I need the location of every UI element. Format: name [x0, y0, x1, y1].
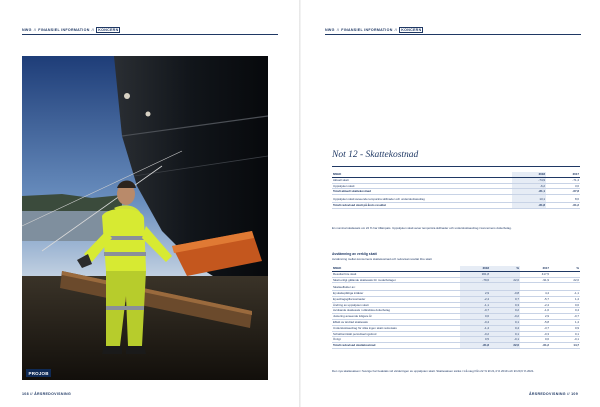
row-label: Uppskjuten skatt [332, 183, 512, 189]
value-2017: 2,9 [520, 314, 550, 320]
row-label: Underskottsavdrag för vilka ingen skatt redovisats [332, 325, 460, 331]
header-separator: // [91, 28, 95, 32]
column-header: MSEK [332, 172, 512, 177]
percent-2017: 0,4 [550, 308, 580, 314]
column-header: 2018 [460, 266, 490, 271]
row-label: Ej avdragsgilla kostnader [332, 296, 460, 302]
percent-2017: 0,1 [550, 331, 580, 337]
value-2018: -2,4 [460, 296, 490, 302]
percent-2018: -0,2 [490, 314, 520, 320]
percent-2017: -0,1 [550, 337, 580, 343]
percent-2018: -0,8 [490, 291, 520, 297]
reconciliation-heading: Avstämning av verklig skatt [332, 252, 377, 256]
header-section: FINANSIEL INFORMATION [38, 28, 90, 32]
value-2017: -67,8 [546, 189, 580, 195]
header-section: FINANSIEL INFORMATION [341, 28, 393, 32]
percent-2017: 14,7 [550, 343, 580, 349]
value-2018: -74,9 [512, 177, 546, 183]
value-2017: -5,7 [520, 296, 550, 302]
value-2018: 13,1 [512, 197, 546, 202]
row-label: Skatteeffekter av: [332, 285, 460, 290]
percent-2018: 22,6 [490, 343, 520, 349]
percent-2018: -0,1 [490, 337, 520, 343]
row-label: Övrigt [332, 337, 460, 343]
percent-2017: 0,9 [550, 325, 580, 331]
value-2018: -0,2 [460, 331, 490, 337]
value-2017: 4,4 [520, 291, 550, 297]
left-header-rule [22, 34, 278, 35]
row-label: Justering avseende tidigare år [332, 314, 460, 320]
value-2017: -61,2 [520, 343, 550, 349]
page-gutter [299, 0, 301, 407]
tax-expense-table [332, 172, 580, 209]
value-2018: -0,4 [460, 320, 490, 326]
row-label: Avvikande skattesats i utländska dotterbolag [332, 308, 460, 314]
column-header: 2018 [512, 172, 546, 177]
table-row [332, 202, 580, 208]
row-label: Effekt av ändrad skattesats [332, 320, 460, 326]
column-header: 2017 [520, 266, 550, 271]
value-2018: -81,1 [512, 189, 546, 195]
value-2017: 417,5 [520, 271, 550, 277]
percent-2017: 1,4 [550, 320, 580, 326]
note-paragraph: En nominal skattesats om 22 % har tillämpats. Uppskjuten skatt avser temporära skillnader och underskottsavdrag i koncernens dotterbolag. [332, 226, 512, 230]
header-brand: NWG [22, 28, 32, 32]
percent-2018: 0,1 [490, 331, 520, 337]
column-header: 2017 [546, 172, 580, 177]
header-separator: // [336, 28, 340, 32]
column-header: % [550, 266, 580, 271]
value-2017: -91,9 [520, 277, 550, 283]
table-row [332, 343, 580, 349]
tax-reconciliation-table [332, 266, 580, 349]
value-2017: -71,4 [546, 177, 580, 183]
row-label: Schablonintäkt periodiseringsfond [332, 331, 460, 337]
value-2017: -0,3 [520, 331, 550, 337]
header-separator: // [394, 28, 398, 32]
percent-2018: 0,2 [490, 308, 520, 314]
percent-2018: 0,1 [490, 320, 520, 326]
row-label: Uppskjuten skatt avseende temporära skillnader och underskottsavdrag [332, 197, 512, 202]
percent-2018: 0,4 [490, 325, 520, 331]
row-label: Totalt aktuell skattekostnad [332, 189, 512, 195]
value-2017: -5,8 [520, 320, 550, 326]
header-tag: KONCERN [401, 28, 422, 32]
column-header: % [490, 266, 520, 271]
right-header-rule [325, 34, 581, 35]
row-label: Totalt redovisad skattekostnad [332, 343, 460, 349]
value-2018: -81,8 [460, 343, 490, 349]
value-2017: -61,2 [546, 202, 580, 208]
percent-2018: 0,7 [490, 296, 520, 302]
value-2018: -0,7 [460, 308, 490, 314]
header-tag: KONCERN [98, 28, 119, 32]
value-2017: 3,6 [546, 183, 580, 189]
value-2018: 361,8 [460, 271, 490, 277]
value-2017: -3,7 [520, 325, 550, 331]
row-label: Totalt redovisad skatt på årets resultat [332, 202, 512, 208]
header-separator: // [33, 28, 37, 32]
right-page-header [325, 28, 423, 32]
row-label: Aktuell skatt [332, 177, 512, 183]
projob-logo: PROJOB [26, 369, 51, 377]
right-page-footer: ÅRSREDOVISNING // 109 [528, 392, 578, 396]
percent-2017: 1,4 [550, 296, 580, 302]
value-2018: 2,9 [460, 291, 490, 297]
percent-2018: 22,0 [490, 277, 520, 283]
value-2018: -6,2 [512, 183, 546, 189]
row-label: Resultat före skatt [332, 271, 460, 277]
row-label: Ändring av uppskjuten skatt [332, 302, 460, 308]
value-2017: 0,6 [520, 337, 550, 343]
value-2017: -2,4 [520, 302, 550, 308]
value-2018: 0,5 [460, 337, 490, 343]
percent-2017: -1,1 [550, 291, 580, 297]
percent-2017: 0,6 [550, 302, 580, 308]
percent-2018: 0,3 [490, 302, 520, 308]
value-2017: 8,6 [546, 197, 580, 202]
value-2017: -1,6 [520, 308, 550, 314]
left-page-footer: 108 // ÅRSREDOVISNING [22, 392, 72, 396]
photo-illustration [22, 56, 268, 380]
row-label: Skatt enligt gällande skattesats för moderbolaget [332, 277, 460, 283]
worker-ship-photo [22, 56, 268, 380]
footnote: Den nya skattesatsen i Sverige har beaktats vid värderingen av uppskjuten skatt. Skattesatsen sänks i två steg från 22 % till 21,4 % 2019 och till 20,6 % 2021. [332, 369, 535, 373]
value-2018: 0,6 [460, 314, 490, 320]
note-title: Not 12 - Skattekostnad [332, 150, 419, 160]
note-title-rule [332, 166, 580, 167]
header-brand: NWG [325, 28, 335, 32]
percent-2017: 22,0 [550, 277, 580, 283]
left-page-header [22, 28, 120, 32]
value-2018: -1,1 [460, 302, 490, 308]
percent-2017: -0,7 [550, 314, 580, 320]
row-label: Ej skattepliktiga intäkter [332, 291, 460, 297]
value-2018: -81,8 [512, 202, 546, 208]
value-2018: -79,6 [460, 277, 490, 283]
value-2018: -1,4 [460, 325, 490, 331]
column-header: MSEK [332, 266, 460, 271]
reconciliation-subheading: Avstämning mellan koncernens skattekostnad och redovisat resultat före skatt [332, 257, 432, 261]
